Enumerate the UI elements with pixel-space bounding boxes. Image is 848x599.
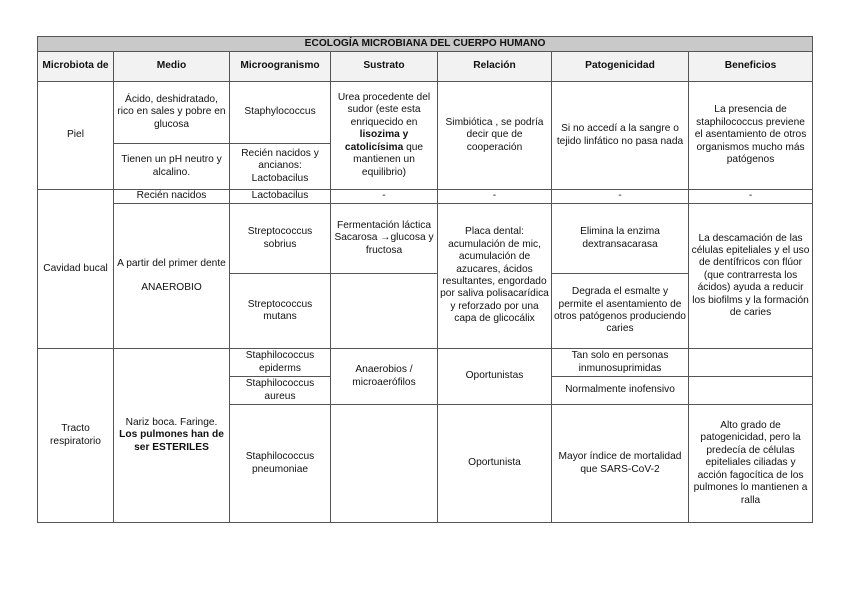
piel-patogenicidad: Si no accedí a la sangre o tejido linfático no pasa nada (552, 82, 689, 190)
bucal-row1-micro: Lactobacilus (230, 190, 331, 204)
header-microbiota: Microbiota de (38, 52, 114, 82)
header-medio: Medio (114, 52, 230, 82)
resp-beneficios-2 (689, 377, 813, 405)
bucal-row1-beneficios: - (689, 190, 813, 204)
resp-micro-1: Staphilococcus epiderms (230, 349, 331, 377)
resp-patogenicidad-2: Normalmente inofensivo (552, 377, 689, 405)
header-sustrato: Sustrato (331, 52, 438, 82)
bucal-sustrato-empty (331, 274, 438, 349)
piel-relacion: Simbiótica , se podría decir que de cooperación (438, 82, 552, 190)
bucal-row1-sustrato: - (331, 190, 438, 204)
resp-micro-2: Staphilococcus aureus (230, 377, 331, 405)
piel-sustrato (331, 82, 438, 190)
bucal-relacion: Placa dental: acumulación de mic, acumulación de azucares, ácidos resultantes, engordado por saliva polisacarídica y reforzado por una capa de glicocálix (438, 204, 552, 349)
resp-beneficios-1 (689, 349, 813, 377)
piel-sustrato-bold: lisozima y catolicísima (344, 129, 409, 153)
resp-sustrato-empty (331, 405, 438, 523)
piel-medio-2: Tienen un pH neutro y alcalino. (114, 144, 230, 190)
piel-medio-1: Ácido, deshidratado, rico en sales y pobre en glucosa (114, 82, 230, 144)
bucal-sustrato: Fermentación láctica Sacarosa →glucosa y fructosa (331, 204, 438, 274)
group-piel: Piel (38, 82, 114, 190)
resp-patogenicidad-3: Mayor índice de mortalidad que SARS-CoV-2 (552, 405, 689, 523)
bucal-patogenicidad-1: Elimina la enzima dextransacarasa (552, 204, 689, 274)
piel-sustrato-text: Urea procedente del sudor (este esta enriquecido en (337, 92, 431, 128)
resp-medio-text: Nariz boca. Faringe. (125, 416, 218, 428)
bucal-patogenicidad-2: Degrada el esmalte y permite el asentamiento de otros patógenos produciendo caries (552, 274, 689, 349)
bucal-medio (114, 204, 230, 349)
resp-relacion-2: Oportunista (438, 405, 552, 523)
header-microorganismo: Microogranismo (230, 52, 331, 82)
piel-sustrato-text-end: que mantienen un equilibrio) (353, 141, 424, 178)
header-patogenicidad: Patogenicidad (552, 52, 689, 82)
bucal-beneficios: La descamación de las células epiteliales y el uso de dentífricos con flúor (que contrarresta los ácidos) ayuda a reducir los biofilms y la formación de caries (689, 204, 813, 349)
bucal-row1-medio: Recién nacidos (114, 190, 230, 204)
resp-medio (114, 349, 230, 523)
resp-medio-bold: Los pulmones han de ser ESTERILES (119, 429, 224, 453)
header-beneficios: Beneficios (689, 52, 813, 82)
table-title: ECOLOGÍA MICROBIANA DEL CUERPO HUMANO (38, 37, 813, 52)
bucal-row1-relacion: - (438, 190, 552, 204)
ecology-table (37, 36, 813, 523)
bucal-medio-line2: ANAEROBIO (141, 282, 202, 293)
resp-sustrato: Anaerobios / microaerófilos (331, 349, 438, 405)
resp-relacion-1: Oportunistas (438, 349, 552, 405)
bucal-micro-2: Streptococcus mutans (230, 274, 331, 349)
piel-micro-1: Staphylococcus (230, 82, 331, 144)
resp-beneficios-3: Alto grado de patogenicidad, pero la predecía de células epiteliales ciliadas y acción fagocítica de los pulmones lo mantienen a ralla (689, 405, 813, 523)
piel-micro-2: Recién nacidos y ancianos: Lactobacilus (230, 144, 331, 190)
bucal-row1-patogenicidad: - (552, 190, 689, 204)
group-tracto-respiratorio: Tracto respiratorio (38, 349, 114, 523)
header-relacion: Relación (438, 52, 552, 82)
resp-patogenicidad-1: Tan solo en personas inmunosuprimidas (552, 349, 689, 377)
bucal-medio-line1: A partir del primer dente (117, 257, 226, 269)
bucal-micro-1: Streptococcus sobrius (230, 204, 331, 274)
group-cavidad-bucal: Cavidad bucal (38, 190, 114, 349)
piel-beneficios: La presencia de staphilococcus previene el asentamiento de otros organismos mucho más patógenos (689, 82, 813, 190)
resp-micro-3: Staphilococcus pneumoniae (230, 405, 331, 523)
